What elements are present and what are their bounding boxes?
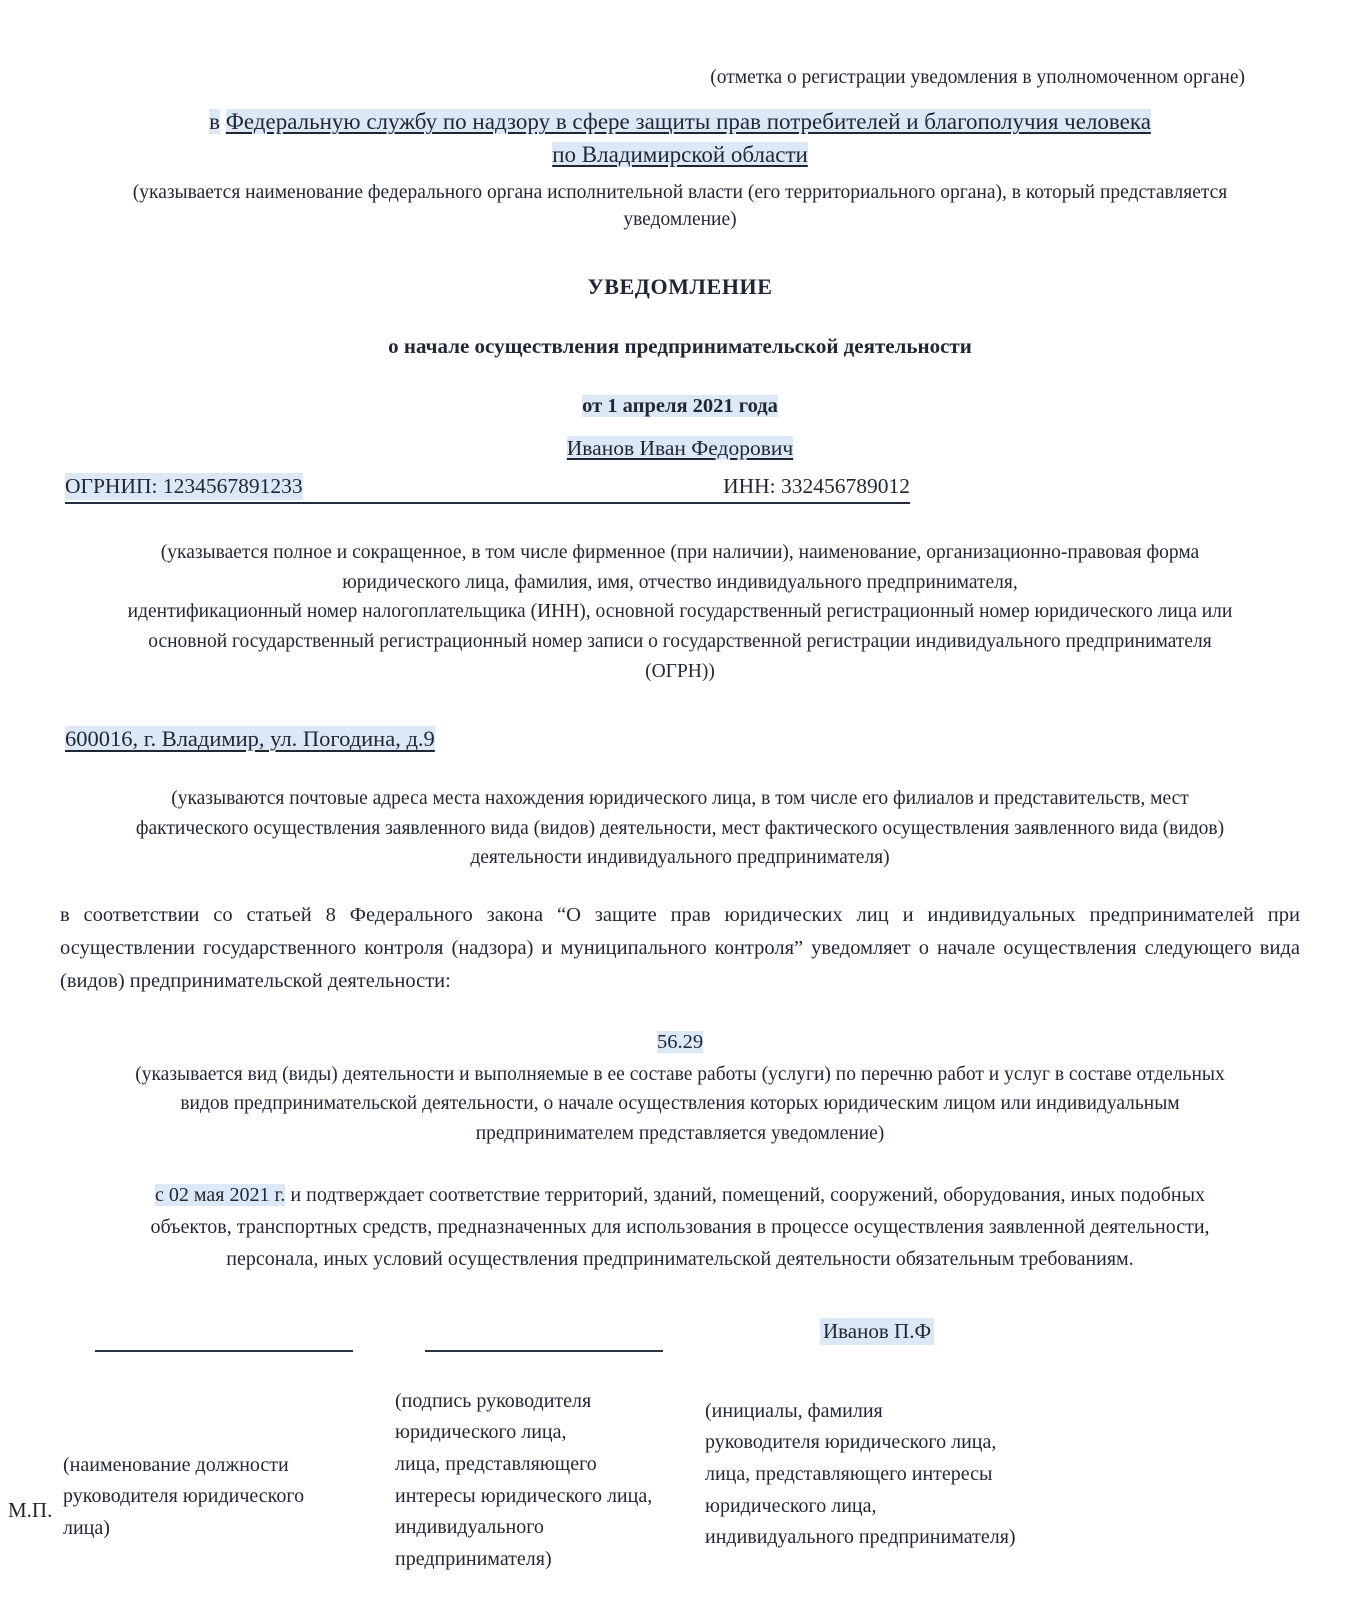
confirmation-line-1 [73,1179,1287,1211]
signature-caption-line-1: (подпись руководителя [395,1389,592,1412]
activity-caption-line-2: видов предпринимательской деятельности, о начале осуществления которых юридическим лицом или индивидуальным [180,1093,1180,1115]
inn-value[interactable]: ИНН: 332456789012 [723,474,910,499]
signature-caption-line-2: юридического лица, [395,1421,567,1444]
entity-caption [55,538,1305,686]
signature-lines-row [55,1320,1305,1366]
person-name-line [55,436,1305,461]
signer-initials-value[interactable]: Иванов П.Ф [820,1318,934,1345]
initials-caption [705,1396,1065,1554]
identifiers-row [65,468,910,504]
ogrnip-value[interactable]: ОГРНИП: 1234567891233 [65,474,303,499]
signature-caption [395,1386,695,1576]
registration-mark-caption: (отметка о регистрации уведомления в уполномоченном органе) [710,67,1245,88]
entity-caption-line-4: основной государственный регистрационный номер записи о государственной регистрации индивидуального предпринимателя [148,630,1212,652]
position-caption-line-3: лица) [63,1516,110,1539]
addressee-lead-word: в [209,109,220,135]
okved-line [55,1031,1305,1054]
initials-caption-line-2: руководителя юридического лица, [705,1431,997,1454]
initials-caption-line-5: индивидуального предпринимателя) [705,1526,1016,1549]
addressee-caption [55,179,1305,234]
signature-captions-row [55,1378,1305,1608]
confirmation-line-1-rest: и подтверждает соответствие территорий, зданий, помещений, сооружений, оборудования, иных подобных [285,1183,1206,1206]
stamp-mark: М.П. [8,1498,53,1522]
address-value[interactable]: 600016, г. Владимир, ул. Погодина, д.9 [65,726,435,752]
document-title: УВЕДОМЛЕНИЕ [587,274,773,300]
position-caption-line-2: руководителя юридического [63,1485,305,1508]
activity-caption-line-3: предпринимателем представляется уведомление) [475,1122,885,1144]
entity-caption-line-5: (ОГРН)) [645,660,715,682]
document-date-line [55,395,1305,418]
signature-caption-line-3: лица, представляющего [395,1452,597,1475]
addressee-line-1[interactable]: Федеральную службу по надзору в сфере защиты прав потребителей и благополучия человека [225,109,1151,135]
initials-caption-line-4: юридического лица, [705,1494,877,1517]
activity-caption-line-1: (указывается вид (виды) деятельности и выполняемые в ее составе работы (услуги) по перечню работ и услуг в составе отдельных [135,1063,1225,1085]
confirmation-paragraph [55,1179,1305,1276]
addressee-block [55,106,1305,171]
signature-caption-line-4: интересы юридического лица, [395,1484,653,1507]
signature-rule[interactable] [425,1350,663,1352]
address-caption-line-3: деятельности индивидуального предпринимателя) [470,847,890,869]
address-caption [55,784,1305,873]
person-name-value[interactable]: Иванов Иван Федорович [566,436,794,461]
address-line [55,726,1305,752]
entity-caption-line-3: идентификационный номер налогоплательщика (ИНН), основной государственный регистрационный номер юридического лица или [127,601,1233,623]
address-caption-line-2: фактического осуществления заявленного вида (видов) деятельности, мест фактического осуществления заявленного вида (видов) [135,817,1225,839]
addressee-caption-line-2: представляется уведомление) [623,181,1228,231]
initials-caption-line-1: (инициалы, фамилия [705,1399,883,1422]
signature-caption-line-5: индивидуального [395,1516,544,1539]
activity-caption [55,1060,1305,1149]
signature-caption-line-6: предпринимателя) [395,1547,552,1570]
confirmation-line-2: объектов, транспортных средств, предназначенных для использования в процессе осуществления заявленной деятельности, [150,1215,1210,1238]
addressee-line-2[interactable]: по Владимирской области [552,142,808,168]
document-date-value[interactable]: от 1 апреля 2021 года [582,395,778,418]
address-caption-line-1: (указываются почтовые адреса места нахождения юридического лица, в том числе его филиалов и представительств, мест [171,788,1189,810]
confirmation-start-date[interactable]: с 02 мая 2021 г. [154,1183,286,1206]
position-signature-rule[interactable] [95,1350,353,1352]
initials-caption-line-3: лица, представляющего интересы [705,1462,993,1485]
addressee-caption-line-1: (указывается наименование федерального органа исполнительной власти (его территориального органа), в который [132,181,1096,203]
legal-paragraph: в соответствии со статьей 8 Федерального закона “О защите прав юридических лиц и индивидуальных предпринимателей при осуществлении государственного контроля (надзора) и муниципального контроля” уведомляет о начале осуществления следующего вида (видов) предпринимательской деятельности: [60,904,1300,993]
confirmation-line-3: персонала, иных условий осуществления предпринимательской деятельности обязательным требованиям. [226,1248,1134,1271]
entity-caption-line-1: (указывается полное и сокращенное, в том числе фирменное (при наличии), наименование, организационно-правовая форма [160,542,1200,564]
okved-code-value[interactable]: 56.29 [656,1030,704,1053]
position-caption [63,1450,363,1545]
document-subtitle: о начале осуществления предпринимательской деятельности [388,334,972,359]
entity-caption-line-2: юридического лица, фамилия, имя, отчество индивидуального предпринимателя, [342,571,1018,593]
position-caption-line-1: (наименование должности [63,1453,289,1476]
